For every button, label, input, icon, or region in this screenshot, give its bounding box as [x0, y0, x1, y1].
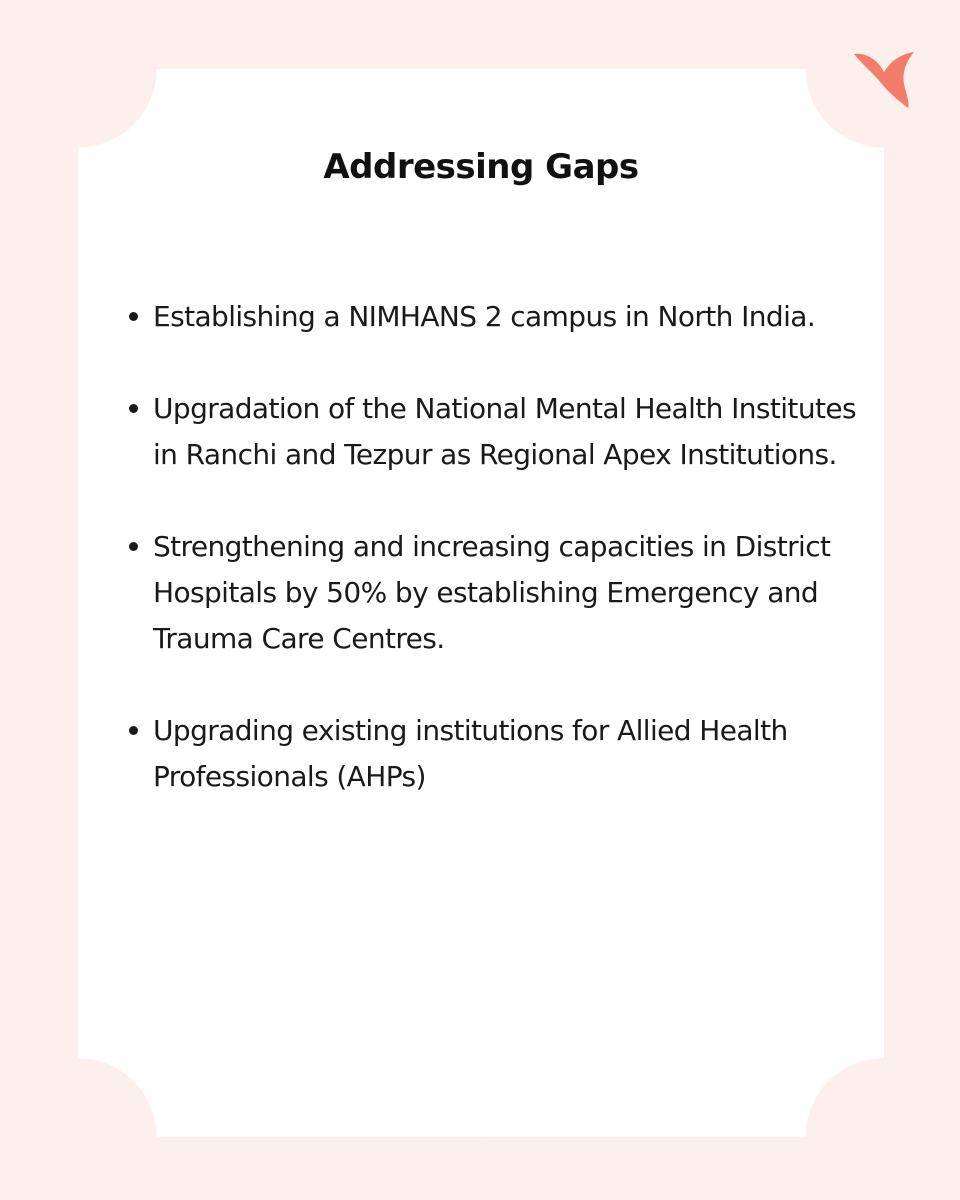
page-title: Addressing Gaps	[323, 147, 639, 187]
bullet-dot	[129, 312, 138, 321]
list-item	[153, 524, 873, 662]
bullet-list	[153, 294, 873, 846]
list-item	[153, 294, 873, 340]
content-card	[78, 69, 884, 1137]
list-item-text: Upgradation of the National Mental Health Institutes in Ranchi and Tezpur as Regional Apex Institutions.	[153, 392, 856, 471]
list-item	[153, 386, 873, 478]
bullet-dot	[129, 542, 138, 551]
bullet-dot	[129, 404, 138, 413]
list-item	[153, 708, 873, 800]
bullet-dot	[129, 726, 138, 735]
list-item-text: Upgrading existing institutions for Allied Health Professionals (AHPs)	[153, 714, 788, 793]
list-item-text: Establishing a NIMHANS 2 campus in North India.	[153, 300, 816, 333]
list-item-text: Strengthening and increasing capacities in District Hospitals by 50% by establishing Emergency and Trauma Care Centres.	[153, 530, 831, 655]
